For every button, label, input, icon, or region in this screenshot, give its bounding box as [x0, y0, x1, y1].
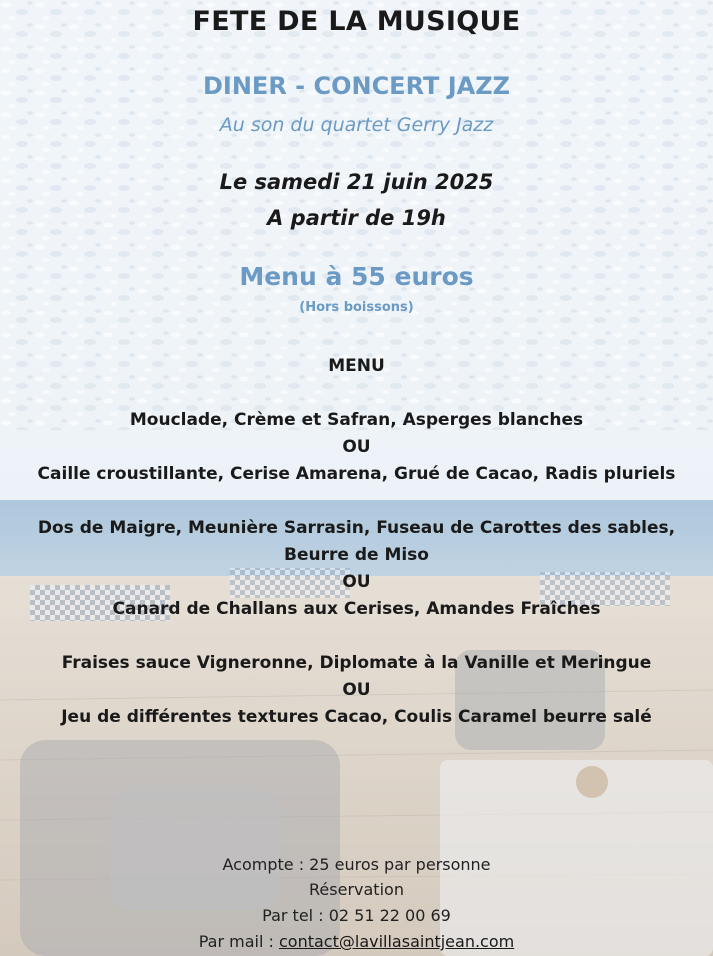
- main-option-1-line-1: Dos de Maigre, Meunière Sarrasin, Fuseau de Carottes des sables,: [37, 518, 676, 538]
- starter-or: OU: [342, 437, 371, 457]
- reservation-label: Réservation: [309, 880, 404, 899]
- email-line: [0, 932, 713, 951]
- phone-line: [0, 906, 713, 925]
- phone-number[interactable]: 02 51 22 00 69: [328, 906, 451, 925]
- starter-option-1: Mouclade, Crème et Safran, Asperges blanches: [129, 410, 584, 430]
- event-date: Le samedi 21 juin 2025: [219, 170, 494, 194]
- event-time: A partir de 19h: [267, 206, 446, 230]
- starter-option-2: Caille croustillante, Cerise Amarena, Grué de Cacao, Radis pluriels: [37, 464, 676, 484]
- event-title: FETE DE LA MUSIQUE: [192, 6, 521, 37]
- email-label: Par mail :: [198, 932, 279, 951]
- phone-label: Par tel :: [262, 906, 329, 925]
- menu-price: Menu à 55 euros: [239, 262, 474, 291]
- deposit-info: Acompte : 25 euros par personne: [222, 855, 491, 874]
- main-option-1-line-2: Beurre de Miso: [284, 545, 429, 565]
- event-subtitle: DINER - CONCERT JAZZ: [202, 72, 511, 100]
- menu-heading: MENU: [328, 356, 385, 376]
- email-link[interactable]: contact@lavillasaintjean.com: [279, 932, 515, 951]
- dessert-or: OU: [342, 680, 371, 700]
- event-tagline: Au son du quartet Gerry Jazz: [219, 114, 494, 136]
- main-option-2: Canard de Challans aux Cerises, Amandes Fraîches: [112, 599, 601, 619]
- main-or: OU: [342, 572, 371, 592]
- price-note: (Hors boissons): [299, 300, 414, 315]
- dessert-option-1: Fraises sauce Vigneronne, Diplomate à la Vanille et Meringue: [61, 653, 652, 673]
- dessert-option-2: Jeu de différentes textures Cacao, Coulis Caramel beurre salé: [61, 707, 652, 727]
